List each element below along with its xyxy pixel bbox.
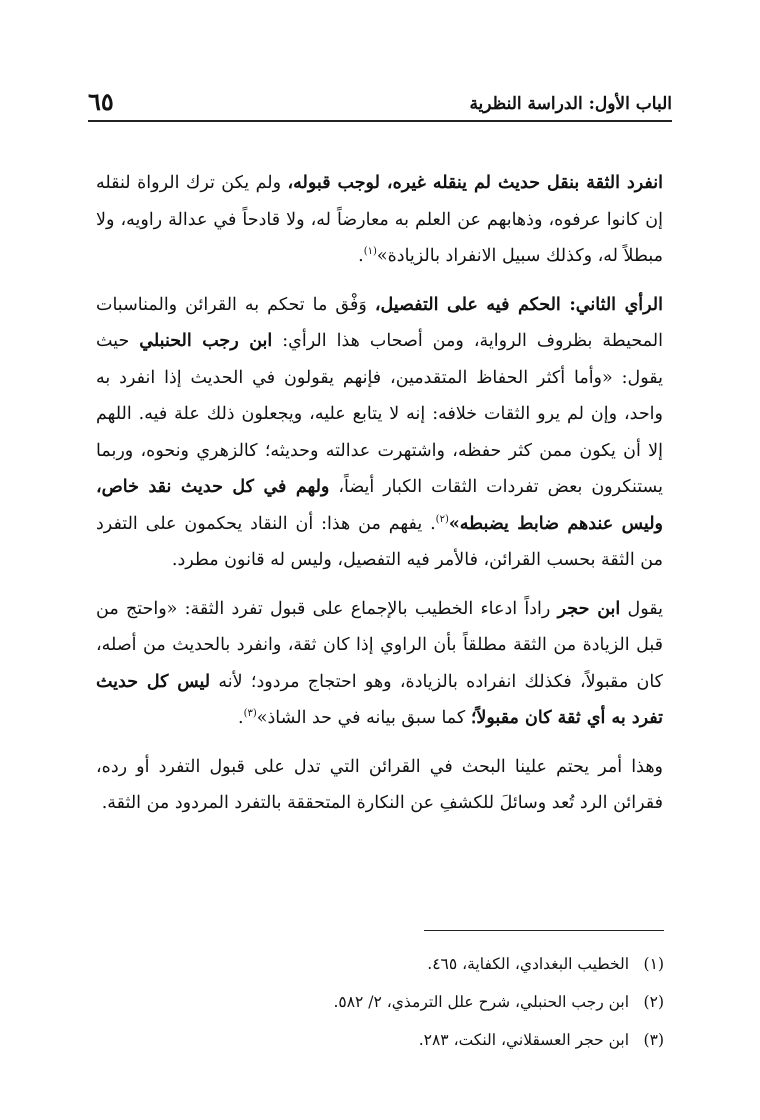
chapter-title: الباب الأول: الدراسة النظرية [469, 94, 672, 114]
text-run: راداً ادعاء الخطيب بالإجماع على قبول تفرد الثقة: «واحتج من قبل الزيادة من الثقة مطلقاً بأن الراوي إذا كان ثقة، وانفرد بالحديث من أصله، كان مقبولاً، فكذلك انفراده بالزيادة، وهو احتجاج مردود؛ لأنه [96, 598, 663, 692]
bold-phrase: انفرد الثقة بنقل حديث لم ينقله غيره، لوجب قبوله، [287, 173, 663, 193]
bold-phrase: ولهم في كل حديث نقد خاص، وليس عندهم ضابط يضبطه» [96, 477, 663, 534]
footnote-item [96, 1021, 664, 1059]
footnote-text: ابن رجب الحنبلي، شرح علل الترمذي، ٢/ ٥٨٢. [333, 993, 630, 1011]
text-run: . [238, 708, 244, 728]
text-run: يقول [620, 598, 663, 619]
footnote-ref: (١) [363, 246, 377, 258]
footnote-number: (٣) [643, 1031, 664, 1049]
bold-phrase: الرأي الثاني: الحكم فيه على التفصيل، [374, 294, 663, 315]
text-run: . [358, 246, 364, 266]
main-text [96, 165, 663, 822]
footnote-separator [424, 930, 664, 931]
text-run: ولم يكن ترك الرواة لنقله إن كانوا عرفوه، وذهابهم عن العلم به معارضاً له، ولا قادحاً في عدالة راويه، ولا مبطلاً له، وكذلك سبيل الانفراد بالزيادة» [96, 173, 663, 266]
footnote-item [96, 983, 664, 1021]
footnote-number: (٢) [643, 993, 664, 1011]
text-run: . يفهم من هذا: أن النقاد يحكمون على التفرد من الثقة بحسب القرائن، فالأمر فيه التفصيل، وليس له قانون مطرد. [96, 513, 663, 570]
footnote-item [96, 945, 664, 983]
bold-phrase: ابن رجب الحنبلي [139, 331, 273, 351]
text-run: كما سبق بيانه في حد الشاذ» [256, 708, 471, 728]
footnote-text: الخطيب البغدادي، الكفاية، ٤٦٥. [427, 955, 630, 973]
footnote-number: (١) [643, 955, 664, 973]
running-header [88, 78, 672, 122]
text-run: حيث يقول: «وأما أكثر الحفاظ المتقدمين، فإنهم يقولون في الحديث إذا انفرد به واحد، وإن لم يرو الثقات خلافه: إنه لا يتابع عليه، ويجعلون ذلك علة فيه. اللهم إلا أن يكون ممن كثر حفظه، واشتهرت عدالته وحديثه؛ كالزهري ونحوه، وربما يستنكرون بعض تفردات الثقات الكبار أيضاً، [96, 331, 663, 497]
paragraph-4 [96, 749, 663, 822]
footnotes [96, 945, 664, 1059]
footnote-text: ابن حجر العسقلاني، النكت، ٢٨٣. [418, 1031, 630, 1049]
bold-phrase: ابن حجر [557, 598, 621, 619]
text-run: وهذا أمر يحتم علينا البحث في القرائن التي تدل على قبول التفرد أو رده، فقرائن الرد تُعد وسائلَ للكشفِ عن النكارة المتحققة بالتفرد المردود من الثقة. [96, 756, 663, 813]
paragraph-1 [96, 165, 663, 275]
page-number: ٦٥ [88, 87, 114, 116]
footnote-ref: (٣) [243, 708, 257, 720]
paragraph-3 [96, 591, 663, 737]
paragraph-2 [96, 287, 663, 579]
footnote-ref: (٢) [435, 513, 449, 525]
bold-phrase: ليس كل حديث تفرد به أي ثقة كان مقبولاً؛ [96, 671, 663, 728]
text-run: وَفْق ما تحكم به القرائن والمناسبات المحيطة بظروف الرواية، ومن أصحاب هذا الرأي: [96, 294, 663, 351]
